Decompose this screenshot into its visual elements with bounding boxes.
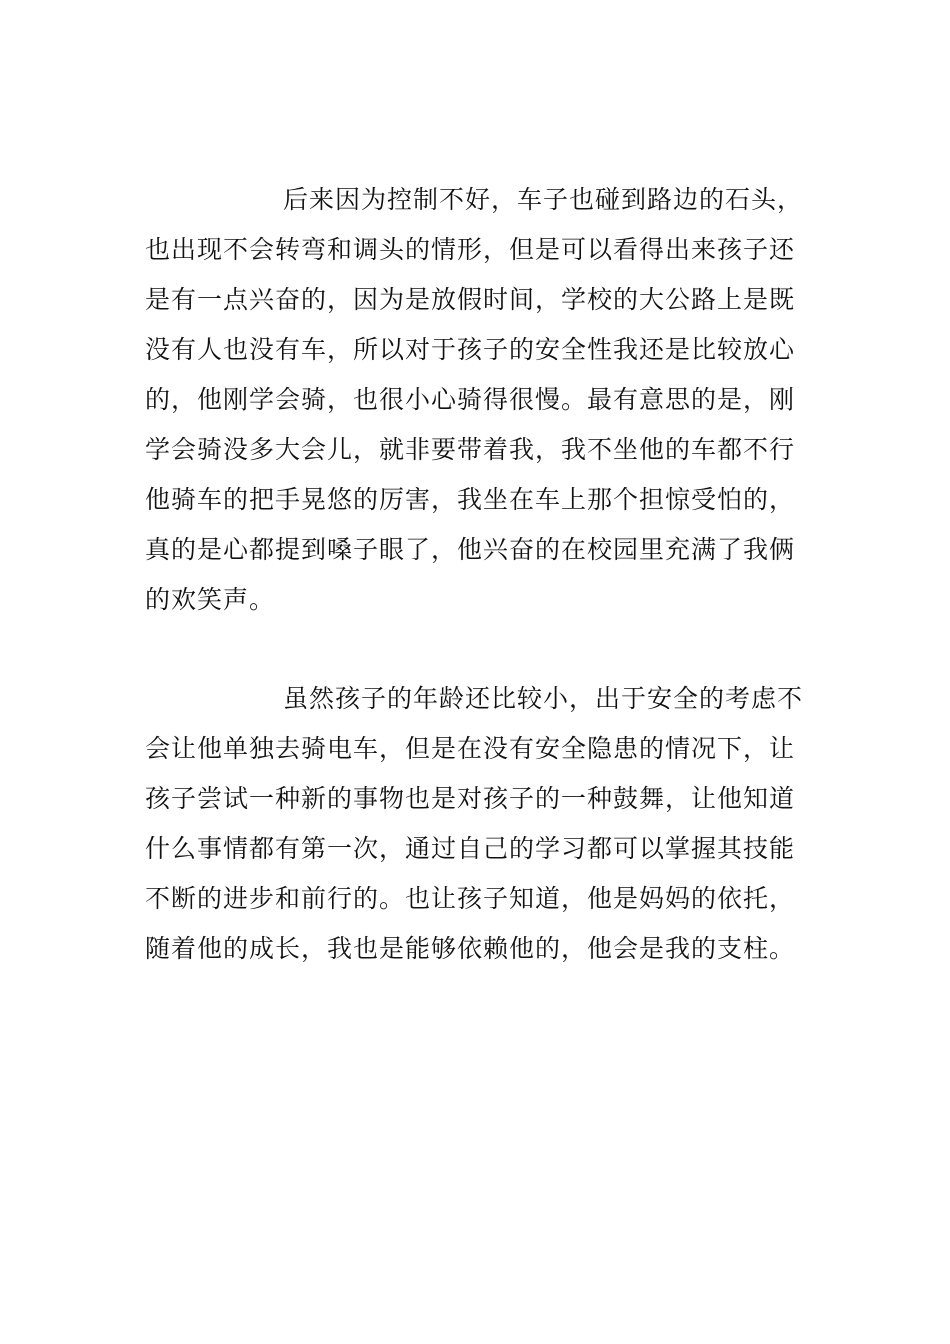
paragraph-line: 后来因为控制不好，车子也碰到路边的石头，	[283, 185, 804, 214]
paragraph-line: 真的是心都提到嗓子眼了，他兴奋的在校园里充满了我俩	[145, 535, 796, 564]
paragraph-line: 学会骑没多大会儿，就非要带着我，我不坐他的车都不行	[145, 435, 796, 464]
paragraph-line: 什么事情都有第一次，通过自己的学习都可以掌握其技能	[145, 834, 796, 863]
paragraph-line: 虽然孩子的年龄还比较小，出于安全的考虑不	[283, 684, 804, 713]
paragraph-line: 没有人也没有车，所以对于孩子的安全性我还是比较放心	[145, 335, 796, 364]
paragraph-line: 孩子尝试一种新的事物也是对孩子的一种鼓舞，让他知道	[145, 784, 796, 813]
paragraph-line: 随着他的成长，我也是能够依赖他的，他会是我的支柱。	[145, 934, 796, 963]
paragraph-1	[145, 175, 810, 625]
paragraph-line: 是有一点兴奋的，因为是放假时间，学校的大公路上是既	[145, 285, 796, 314]
paragraph-line: 也出现不会转弯和调头的情形，但是可以看得出来孩子还	[145, 235, 796, 264]
paragraph-line: 不断的进步和前行的。也让孩子知道，他是妈妈的依托，	[145, 884, 796, 913]
paragraph-line: 的，他刚学会骑，也很小心骑得很慢。最有意思的是，刚	[145, 385, 796, 414]
paragraph-2	[145, 674, 810, 974]
paragraph-line: 他骑车的把手晃悠的厉害，我坐在车上那个担惊受怕的，	[145, 485, 796, 514]
paragraph-line: 的欢笑声。	[145, 585, 276, 614]
paragraph-line: 会让他单独去骑电车，但是在没有安全隐患的情况下，让	[145, 734, 796, 763]
